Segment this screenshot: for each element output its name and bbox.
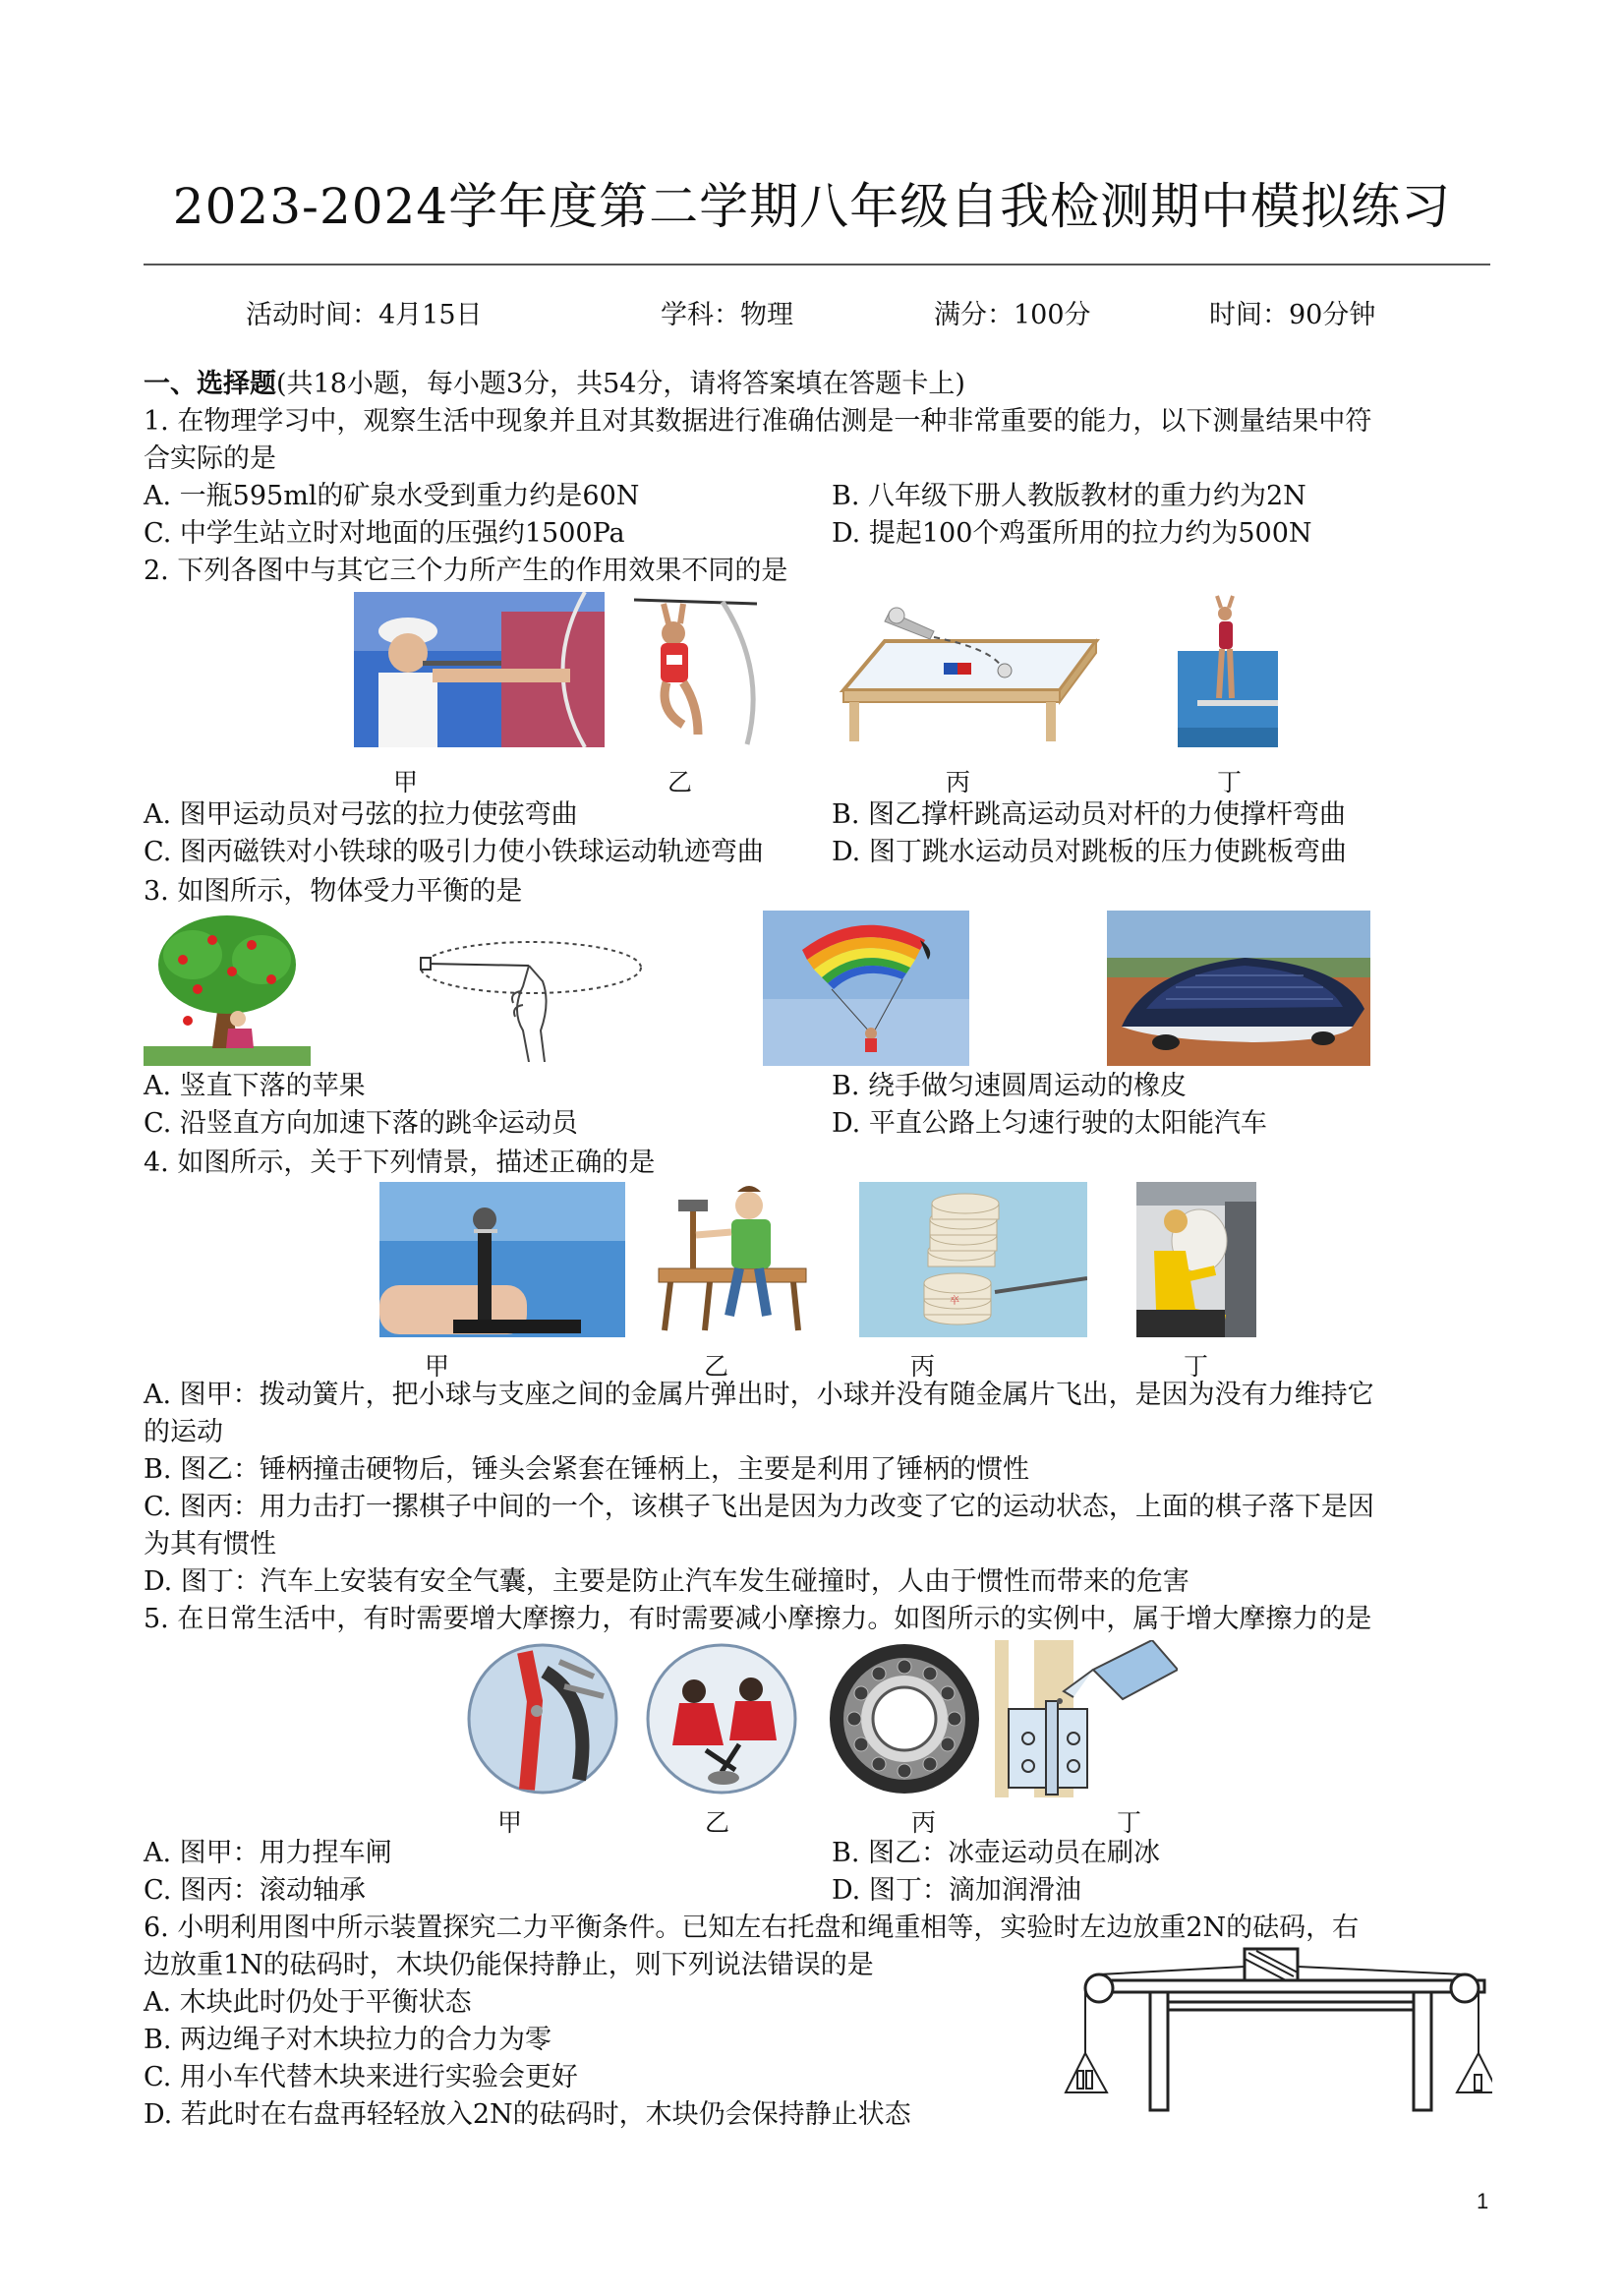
q2-caption-ding: 丁: [1217, 768, 1243, 796]
q1-option-b: B. 八年级下册人教版教材的重力约为2N: [832, 481, 1306, 511]
q1-option-d: D. 提起100个鸡蛋所用的拉力约为500N: [832, 518, 1312, 549]
q3-option-d: D. 平直公路上匀速行驶的太阳能汽车: [832, 1108, 1267, 1139]
q2-option-d: D. 图丁跳水运动员对跳板的压力使跳板弯曲: [832, 837, 1347, 867]
q2-option-b: B. 图乙撑杆跳高运动员对杆的力使撑杆弯曲: [832, 799, 1347, 830]
activity-time: 活动时间：4月15日: [246, 300, 483, 330]
q4-option-d: D. 图丁：汽车上安装有安全气囊，主要是防止汽车发生碰撞时，人由于惯性而带来的危害: [144, 1566, 1189, 1597]
q5-option-c: C. 图丙：滚动轴承: [144, 1875, 366, 1906]
q1-stem-line1: 1. 在物理学习中，观察生活中现象并且对其数据进行准确估测是一种非常重要的能力，以下测量结果中符: [144, 406, 1372, 437]
section-heading: [144, 366, 965, 403]
section-note: (共18小题，每小题3分，共54分，请将答案填在答题卡上): [276, 369, 965, 399]
q3-solar-car-image: [1107, 911, 1370, 1066]
q1-option-c: C. 中学生站立时对地面的压强约1500Pa: [144, 518, 625, 549]
q3-option-b: B. 绕手做匀速圆周运动的橡皮: [832, 1071, 1188, 1101]
q5-caption-ding: 丁: [1117, 1808, 1142, 1837]
q2-magnet-ball-image: [836, 602, 1101, 749]
q4-option-a-line1: A. 图甲：拨动簧片，把小球与支座之间的金属片弹出时，小球并没有随金属片飞出，是因为没有力维持它: [144, 1380, 1374, 1410]
subject: 学科：物理: [661, 300, 793, 330]
q2-caption-jia: 甲: [393, 768, 419, 796]
q3-parachute-image: [763, 911, 969, 1066]
q4-option-c-line1: C. 图丙：用力击打一摞棋子中间的一个，该棋子飞出是因为力改变了它的运动状态，上面的棋子落下是因: [144, 1492, 1374, 1522]
q5-bike-brake-image: [466, 1642, 619, 1796]
q5-curling-image: [645, 1642, 798, 1796]
q5-option-d: D. 图丁：滴加润滑油: [832, 1875, 1081, 1906]
q5-lubricant-image: [995, 1640, 1178, 1797]
q5-option-a: A. 图甲：用力捏车闸: [144, 1838, 392, 1868]
section-title: 一、选择题: [144, 369, 276, 399]
q1-stem-line2: 合实际的是: [144, 443, 276, 474]
q6-stem-line2: 边放重1N的砝码时，木块仍能保持静止，则下列说法错误的是: [144, 1950, 874, 1980]
q5-stem: 5. 在日常生活中，有时需要增大摩擦力，有时需要减小摩擦力。如图所示的实例中，属于增大摩擦力的是: [144, 1604, 1372, 1634]
q5-caption-bing: 丙: [911, 1808, 937, 1837]
q3-apple-tree-image: [144, 911, 311, 1066]
full-score: 满分：100分: [934, 300, 1091, 330]
q5-caption-yi: 乙: [705, 1808, 730, 1837]
q4-caption-bing: 丙: [910, 1352, 936, 1381]
q2-stem: 2. 下列各图中与其它三个力所产生的作用效果不同的是: [144, 556, 788, 586]
q5-caption-jia: 甲: [497, 1808, 523, 1837]
page-title: 2023-2024学年度第二学期八年级自我检测期中模拟练习: [172, 178, 1452, 235]
q5-option-b: B. 图乙：冰壶运动员在刷冰: [832, 1838, 1161, 1868]
q4-hammer-image: [651, 1178, 818, 1337]
svg-text:卒: 卒: [950, 1296, 959, 1307]
q4-option-a-line2: 的运动: [144, 1417, 223, 1447]
q4-checker-stack-image: [859, 1182, 1087, 1337]
q4-option-b: B. 图乙：锤柄撞击硬物后，锤头会紧套在锤柄上，主要是利用了锤柄的惯性: [144, 1454, 1030, 1485]
title-divider: [144, 264, 1490, 265]
q6-option-a: A. 木块此时仍处于平衡状态: [144, 1987, 472, 2018]
q4-caption-jia: 甲: [425, 1352, 450, 1381]
q3-option-a: A. 竖直下落的苹果: [144, 1071, 366, 1101]
q6-option-c: C. 用小车代替木块来进行实验会更好: [144, 2062, 578, 2092]
q4-caption-ding: 丁: [1184, 1352, 1209, 1381]
q1-option-a: A. 一瓶595ml的矿泉水受到重力约是60N: [144, 481, 640, 511]
q4-inertia-stand-image: [379, 1182, 625, 1337]
q5-ball-bearing-image: [826, 1642, 983, 1796]
q3-stem: 3. 如图所示，物体受力平衡的是: [144, 876, 523, 907]
q4-option-c-line2: 为其有惯性: [144, 1529, 276, 1560]
q2-option-a: A. 图甲运动员对弓弦的拉力使弦弯曲: [144, 799, 578, 830]
q6-balance-apparatus-figure: [1060, 1945, 1492, 2122]
q3-circular-motion-image: [413, 932, 649, 1062]
q2-archer-image: [354, 592, 605, 747]
q6-option-d: D. 若此时在右盘再轻轻放入2N的砝码时，木块仍会保持静止状态: [144, 2099, 911, 2130]
q4-caption-yi: 乙: [704, 1352, 729, 1381]
q3-option-c: C. 沿竖直方向加速下落的跳伞运动员: [144, 1108, 578, 1139]
q6-stem-line1: 6. 小明利用图中所示装置探究二力平衡条件。已知左右托盘和绳重相等，实验时左边放重2N的砝码，右: [144, 1913, 1360, 1943]
q2-caption-bing: 丙: [946, 768, 971, 796]
q2-option-c: C. 图丙磁铁对小铁球的吸引力使小铁球运动轨迹弯曲: [144, 837, 764, 867]
page-number: 1: [1477, 2189, 1489, 2213]
q2-diver-image: [1178, 592, 1278, 747]
q6-option-b: B. 两边绳子对木块拉力的合力为零: [144, 2025, 552, 2055]
q4-airbag-image: [1136, 1182, 1256, 1337]
q2-caption-yi: 乙: [667, 768, 693, 796]
q2-pole-vault-image: [629, 592, 767, 747]
q4-stem: 4. 如图所示，关于下列情景，描述正确的是: [144, 1148, 656, 1178]
duration: 时间：90分钟: [1209, 300, 1376, 330]
